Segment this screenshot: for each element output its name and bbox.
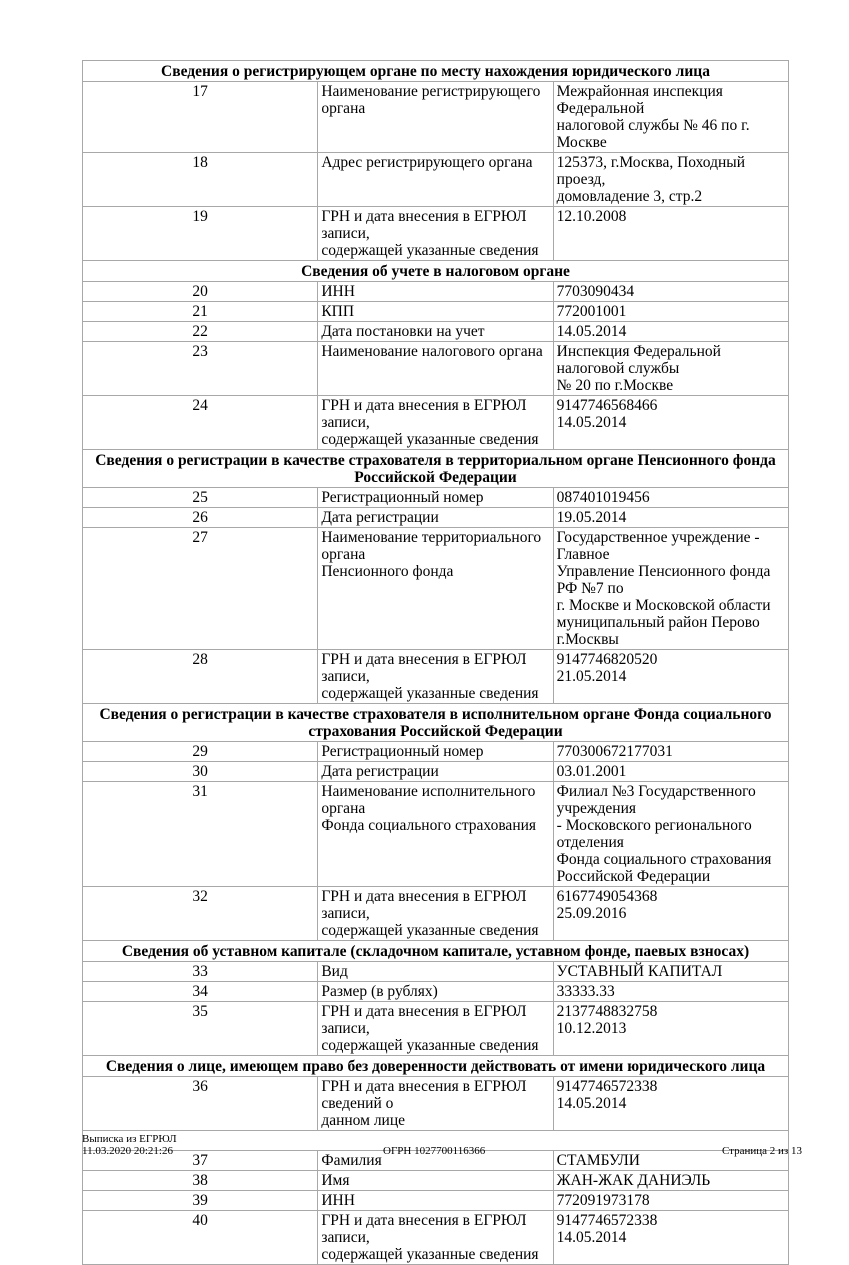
field-value: 9147746572338	[556, 1078, 658, 1095]
field-name: Наименование территориального органа	[321, 529, 542, 563]
field-value: Межрайонная инспекция Федеральной	[556, 83, 723, 117]
field-name-cell	[318, 488, 553, 508]
field-name: содержащей указанные сведения	[321, 1037, 539, 1054]
field-name: Имя	[321, 1172, 350, 1189]
field-value-cell	[553, 153, 788, 207]
field-name-cell	[318, 282, 553, 302]
section-title: Сведения о лице, имеющем право без доверенности действовать от имени юридического лица	[83, 1056, 789, 1077]
table-row	[83, 82, 789, 153]
table-row	[83, 762, 789, 782]
field-value-cell	[553, 282, 788, 302]
field-name: Наименование исполнительного органа	[321, 783, 536, 817]
field-value-cell	[553, 322, 788, 342]
field-value: Инспекция Федеральной налоговой службы	[556, 343, 721, 377]
field-value: 21.05.2014	[556, 668, 627, 685]
field-value: ЖАН-ЖАК ДАНИЭЛЬ	[556, 1172, 711, 1189]
table-row	[83, 742, 789, 762]
field-name: Фонда социального страхования	[321, 817, 537, 834]
field-value: 770300672177031	[556, 743, 673, 760]
field-value: 9147746572338	[556, 1212, 658, 1229]
field-value-cell	[553, 1171, 788, 1191]
field-value: 19.05.2014	[556, 509, 627, 526]
field-name: ГРН и дата внесения в ЕГРЮЛ записи,	[321, 1003, 527, 1037]
row-number: 21	[83, 302, 318, 322]
field-name-cell	[318, 1211, 553, 1265]
table-row	[83, 342, 789, 396]
field-value: 14.05.2014	[556, 323, 627, 340]
field-value-cell	[553, 1077, 788, 1131]
table-row	[83, 1191, 789, 1211]
field-name: Дата постановки на учет	[321, 323, 485, 340]
field-name: ИНН	[321, 283, 355, 300]
row-number: 18	[83, 153, 318, 207]
section-header-row	[83, 450, 789, 488]
field-value: № 20 по г.Москве	[556, 377, 674, 394]
table-row	[83, 1171, 789, 1191]
section-title: Сведения об уставном капитале (складочном капитале, уставном фонде, паевых взносах)	[83, 941, 789, 962]
field-value: 772001001	[556, 303, 627, 320]
field-value: 12.10.2008	[556, 208, 627, 225]
field-value-cell	[553, 650, 788, 704]
field-name-cell	[318, 1002, 553, 1056]
field-name-cell	[318, 982, 553, 1002]
section-title: Сведения о регистрации в качестве страхователя в территориальном органе Пенсионного фонда Российской Федерации	[83, 450, 789, 488]
field-name: Адрес регистрирующего органа	[321, 154, 533, 171]
row-number: 37	[83, 1151, 318, 1171]
field-name: Регистрационный номер	[321, 743, 484, 760]
section-header-row	[83, 261, 789, 282]
footer-left	[82, 1133, 177, 1157]
row-number: 22	[83, 322, 318, 342]
field-name-cell	[318, 82, 553, 153]
table-row	[83, 887, 789, 941]
field-value-cell	[553, 302, 788, 322]
row-number: 24	[83, 396, 318, 450]
field-name-cell	[318, 207, 553, 261]
field-name-cell	[318, 1191, 553, 1211]
field-value: 7703090434	[556, 283, 635, 300]
field-name: содержащей указанные сведения	[321, 242, 539, 259]
field-value: 25.09.2016	[556, 905, 627, 922]
field-name-cell	[318, 782, 553, 887]
field-value: муниципальный район Перово г.Москвы	[556, 614, 760, 648]
section-header-row	[83, 941, 789, 962]
field-value: 6167749054368	[556, 888, 658, 905]
table-row	[83, 302, 789, 322]
field-name: данном лице	[321, 1112, 406, 1129]
field-name-cell	[318, 322, 553, 342]
field-name: КПП	[321, 303, 355, 320]
field-value-cell	[553, 1191, 788, 1211]
row-number: 29	[83, 742, 318, 762]
row-number: 30	[83, 762, 318, 782]
field-value: Российской Федерации	[556, 868, 711, 885]
row-number: 19	[83, 207, 318, 261]
table-row	[83, 1211, 789, 1265]
field-name: Дата регистрации	[321, 763, 439, 780]
field-name: содержащей указанные сведения	[321, 685, 539, 702]
field-name: ИНН	[321, 1192, 355, 1209]
table-row	[83, 650, 789, 704]
field-value: Государственное учреждение - Главное	[556, 529, 760, 563]
field-name-cell	[318, 508, 553, 528]
field-name-cell	[318, 396, 553, 450]
field-name-cell	[318, 528, 553, 650]
field-name: ГРН и дата внесения в ЕГРЮЛ записи,	[321, 651, 527, 685]
field-name-cell	[318, 962, 553, 982]
row-number: 23	[83, 342, 318, 396]
field-value: 087401019456	[556, 489, 650, 506]
field-value-cell	[553, 528, 788, 650]
field-value: 14.05.2014	[556, 1229, 627, 1246]
row-number: 25	[83, 488, 318, 508]
field-value: Филиал №3 Государственного учреждения	[556, 783, 756, 817]
row-number: 40	[83, 1211, 318, 1265]
field-name-cell	[318, 342, 553, 396]
table-row	[83, 322, 789, 342]
field-value: Фонда социального страхования	[556, 851, 772, 868]
footer-doc-title: Выписка из ЕГРЮЛ	[82, 1133, 177, 1145]
footer-ogrn: ОГРН 1027700116366	[383, 1145, 486, 1157]
row-number: 20	[83, 282, 318, 302]
table-row	[83, 528, 789, 650]
field-name: содержащей указанные сведения	[321, 922, 539, 939]
field-name: Размер (в рублях)	[321, 983, 438, 1000]
table-row	[83, 282, 789, 302]
field-value: 772091973178	[556, 1192, 650, 1209]
field-value-cell	[553, 207, 788, 261]
row-number: 27	[83, 528, 318, 650]
field-value: Управление Пенсионного фонда РФ №7 по	[556, 563, 771, 597]
section-header-row	[83, 704, 789, 742]
field-name-cell	[318, 1077, 553, 1131]
field-name-cell	[318, 650, 553, 704]
field-name: содержащей указанные сведения	[321, 431, 539, 448]
field-name-cell	[318, 742, 553, 762]
field-value: 33333.33	[556, 983, 615, 1000]
field-value: 14.05.2014	[556, 1095, 627, 1112]
table-row	[83, 488, 789, 508]
footer-page-number: Страница 2 из 13	[721, 1145, 802, 1157]
row-number: 28	[83, 650, 318, 704]
table-row	[83, 982, 789, 1002]
field-value: 03.01.2001	[556, 763, 627, 780]
footer-timestamp: 11.03.2020 20:21:26	[82, 1145, 173, 1157]
row-number: 33	[83, 962, 318, 982]
table-row	[83, 153, 789, 207]
field-name: ГРН и дата внесения в ЕГРЮЛ записи,	[321, 208, 527, 242]
table-row	[83, 962, 789, 982]
field-value: 9147746568466	[556, 397, 658, 414]
field-name: ГРН и дата внесения в ЕГРЮЛ записи,	[321, 888, 527, 922]
field-value: 2137748832758	[556, 1003, 658, 1020]
row-number: 32	[83, 887, 318, 941]
row-number: 36	[83, 1077, 318, 1131]
field-value: СТАМБУЛИ	[556, 1152, 640, 1169]
field-name-cell	[318, 1171, 553, 1191]
table-row	[83, 1077, 789, 1131]
field-value: 9147746820520	[556, 651, 658, 668]
field-value-cell	[553, 488, 788, 508]
field-value: - Московского регионального отделения	[556, 817, 752, 851]
field-name-cell	[318, 762, 553, 782]
section-header-row	[83, 61, 789, 82]
field-name: Вид	[321, 963, 348, 980]
row-number: 31	[83, 782, 318, 887]
field-name: содержащей указанные сведения	[321, 1246, 539, 1263]
table-row	[83, 1002, 789, 1056]
field-value: УСТАВНЫЙ КАПИТАЛ	[556, 963, 723, 980]
field-value-cell	[553, 508, 788, 528]
field-value-cell	[553, 1002, 788, 1056]
field-name-cell	[318, 153, 553, 207]
row-number: 26	[83, 508, 318, 528]
field-value: налоговой службы № 46 по г. Москве	[556, 117, 750, 151]
row-number: 34	[83, 982, 318, 1002]
field-name: ГРН и дата внесения в ЕГРЮЛ записи,	[321, 1212, 527, 1246]
row-number: 35	[83, 1002, 318, 1056]
table-row	[83, 207, 789, 261]
section-header-row	[83, 1056, 789, 1077]
field-name: Регистрационный номер	[321, 489, 484, 506]
egrul-extract-table	[82, 60, 789, 1265]
section-title: Сведения об учете в налоговом органе	[83, 261, 789, 282]
field-name-cell	[318, 887, 553, 941]
field-value: 125373, г.Москва, Походный проезд,	[556, 154, 745, 188]
field-value-cell	[553, 396, 788, 450]
field-value-cell	[553, 342, 788, 396]
field-name: Фамилия	[321, 1152, 382, 1169]
field-value-cell	[553, 962, 788, 982]
row-number: 39	[83, 1191, 318, 1211]
field-value-cell	[553, 887, 788, 941]
table-row	[83, 782, 789, 887]
field-value-cell	[553, 762, 788, 782]
field-value-cell	[553, 82, 788, 153]
section-title: Сведения о регистрации в качестве страхователя в исполнительном органе Фонда социального страхования Российской Федерации	[83, 704, 789, 742]
egrul-table-body	[83, 61, 789, 1265]
field-name-cell	[318, 302, 553, 322]
field-name: Пенсионного фонда	[321, 563, 454, 580]
field-value-cell	[553, 982, 788, 1002]
field-value: домовладение 3, стр.2	[556, 188, 703, 205]
row-number: 17	[83, 82, 318, 153]
table-row	[83, 396, 789, 450]
field-name: Дата регистрации	[321, 509, 439, 526]
field-value-cell	[553, 782, 788, 887]
field-value: 10.12.2013	[556, 1020, 627, 1037]
field-name: Наименование регистрирующего органа	[321, 83, 541, 117]
field-name: Наименование налогового органа	[321, 343, 543, 360]
field-value-cell	[553, 1211, 788, 1265]
field-value: г. Москве и Московской области	[556, 597, 771, 614]
field-value: 14.05.2014	[556, 414, 627, 431]
row-number: 38	[83, 1171, 318, 1191]
field-value-cell	[553, 742, 788, 762]
section-title: Сведения о регистрирующем органе по месту нахождения юридического лица	[83, 61, 789, 82]
field-name: ГРН и дата внесения в ЕГРЮЛ записи,	[321, 397, 527, 431]
table-row	[83, 508, 789, 528]
field-name: ГРН и дата внесения в ЕГРЮЛ сведений о	[321, 1078, 527, 1112]
